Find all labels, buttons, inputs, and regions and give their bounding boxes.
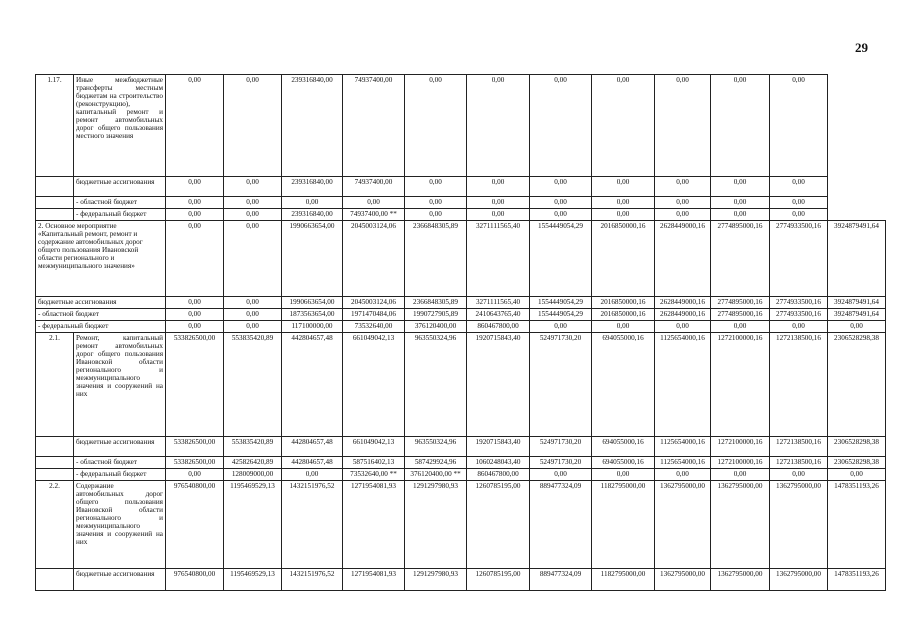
value-cell: 2774933500,16 — [770, 309, 828, 321]
value-cell: 553835420,89 — [224, 437, 282, 457]
value-cell: 661049042,13 — [343, 333, 405, 437]
page-number: 29 — [855, 40, 868, 55]
value-cell: 0,00 — [467, 177, 530, 197]
value-cell: 1125654000,16 — [655, 457, 711, 469]
value-cell: 0,00 — [655, 321, 711, 333]
row-code: 2.2. — [36, 481, 74, 569]
row-code — [36, 177, 74, 197]
value-cell: 2628449000,16 — [655, 221, 711, 297]
value-cell: 1362795000,00 — [770, 481, 828, 569]
value-cell: 661049042,13 — [343, 437, 405, 457]
value-cell: 0,00 — [530, 177, 592, 197]
table-row — [36, 457, 886, 469]
value-cell: 1271954081,93 — [343, 481, 405, 569]
value-cell: 524971730,20 — [530, 457, 592, 469]
value-cell: 1990727905,89 — [405, 309, 467, 321]
value-cell: 1272100000,16 — [711, 457, 770, 469]
value-cell: 694055000,16 — [592, 457, 655, 469]
row-code: 1.17. — [36, 75, 74, 177]
value-cell: 0,00 — [224, 209, 282, 221]
value-cell: 0,00 — [770, 321, 828, 333]
value-cell: 1478351193,26 — [828, 481, 886, 569]
value-cell: 1362795000,00 — [711, 481, 770, 569]
row-label: 2. Основное мероприятие «Капитальный ремонт, ремонт и содержание автомобильных дорог общего пользования Ивановской области регионального и межмуниципального значения» — [36, 221, 166, 297]
value-cell: 0,00 — [592, 209, 655, 221]
row-code — [36, 469, 74, 481]
value-cell: 1362795000,00 — [711, 569, 770, 591]
value-cell: 0,00 — [655, 177, 711, 197]
value-cell: 0,00 — [224, 321, 282, 333]
value-cell: 2774933500,16 — [770, 221, 828, 297]
value-cell: 963550324,96 — [405, 333, 467, 437]
value-cell: 0,00 — [770, 469, 828, 481]
row-label: Иные межбюджетные трансферты местным бюджетам на строительство (реконструкцию), капитальный ремонт и ремонт автомобильных дорог общего пользования местного значения — [74, 75, 166, 177]
value-cell: 3924879491,64 — [828, 221, 886, 297]
value-cell: 2045003124,06 — [343, 297, 405, 309]
value-cell: 239316840,00 — [282, 75, 343, 177]
value-cell: 2628449000,16 — [655, 297, 711, 309]
value-cell: 0,00 — [770, 209, 828, 221]
value-cell: 533826500,00 — [166, 437, 224, 457]
budget-table — [35, 74, 886, 591]
value-cell: 976540800,00 — [166, 481, 224, 569]
value-cell: 1478351193,26 — [828, 569, 886, 591]
value-cell: 1990663654,00 — [282, 221, 343, 297]
value-cell: 2045003124,06 — [343, 221, 405, 297]
value-cell: 0,00 — [711, 321, 770, 333]
value-cell: 0,00 — [224, 221, 282, 297]
value-cell: 3924879491,64 — [828, 297, 886, 309]
value-cell: 524971730,20 — [530, 333, 592, 437]
value-cell: 0,00 — [711, 209, 770, 221]
value-cell: 2410643765,40 — [467, 309, 530, 321]
value-cell: 0,00 — [224, 75, 282, 177]
value-cell: 2016850000,16 — [592, 297, 655, 309]
table-row — [36, 569, 886, 591]
table-row — [36, 197, 886, 209]
value-cell: 1272100000,16 — [711, 333, 770, 437]
value-cell: 524971730,20 — [530, 437, 592, 457]
value-cell: 0,00 — [467, 209, 530, 221]
value-cell: 0,00 — [711, 75, 770, 177]
value-cell: 0,00 — [166, 309, 224, 321]
value-cell: 74937400,00 ** — [343, 209, 405, 221]
value-cell: 2774895000,16 — [711, 221, 770, 297]
value-cell: 0,00 — [282, 469, 343, 481]
value-cell: 0,00 — [655, 197, 711, 209]
value-cell: 1272138500,16 — [770, 437, 828, 457]
value-cell: 425826420,89 — [224, 457, 282, 469]
value-cell: 117100000,00 — [282, 321, 343, 333]
value-cell: 2016850000,16 — [592, 221, 655, 297]
value-cell: 0,00 — [343, 197, 405, 209]
value-cell: 2306528298,38 — [828, 437, 886, 457]
value-cell: 0,00 — [655, 75, 711, 177]
value-cell: 1873563654,00 — [282, 309, 343, 321]
value-cell: 963550324,96 — [405, 437, 467, 457]
value-cell: 442804657,48 — [282, 457, 343, 469]
value-cell: 0,00 — [405, 209, 467, 221]
row-label: бюджетные ассигнования — [36, 297, 166, 309]
table-row — [36, 321, 886, 333]
value-cell: 889477324,09 — [530, 481, 592, 569]
value-cell: 0,00 — [405, 75, 467, 177]
value-cell: 74937400,00 — [343, 75, 405, 177]
row-label: - федеральный бюджет — [74, 469, 166, 481]
value-cell: 1260785195,00 — [467, 569, 530, 591]
value-cell: 0,00 — [405, 197, 467, 209]
row-code — [36, 457, 74, 469]
value-cell: 889477324,09 — [530, 569, 592, 591]
table-row — [36, 309, 886, 321]
value-cell: 1182795000,00 — [592, 481, 655, 569]
value-cell: 1362795000,00 — [655, 481, 711, 569]
value-cell: 0,00 — [166, 221, 224, 297]
value-cell: 128009000,00 — [224, 469, 282, 481]
table-row — [36, 221, 886, 297]
value-cell: 0,00 — [530, 209, 592, 221]
value-cell: 1971470484,06 — [343, 309, 405, 321]
value-cell: 587429924,96 — [405, 457, 467, 469]
value-cell: 0,00 — [224, 309, 282, 321]
value-cell: 0,00 — [224, 197, 282, 209]
value-cell: 694055000,16 — [592, 333, 655, 437]
value-cell: 1272138500,16 — [770, 333, 828, 437]
row-label: бюджетные ассигнования — [74, 177, 166, 197]
value-cell: 0,00 — [530, 469, 592, 481]
value-cell: 0,00 — [282, 197, 343, 209]
value-cell: 1195469529,13 — [224, 481, 282, 569]
row-code — [36, 209, 74, 221]
value-cell: 2016850000,16 — [592, 309, 655, 321]
value-cell: 1125654000,16 — [655, 437, 711, 457]
value-cell: 0,00 — [166, 469, 224, 481]
value-cell: 0,00 — [770, 75, 828, 177]
value-cell: 0,00 — [467, 197, 530, 209]
row-code — [36, 437, 74, 457]
value-cell: 2366848305,89 — [405, 297, 467, 309]
value-cell: 0,00 — [711, 197, 770, 209]
value-cell: 2774933500,16 — [770, 297, 828, 309]
table-row — [36, 437, 886, 457]
value-cell: 1554449054,29 — [530, 309, 592, 321]
value-cell: 694055000,16 — [592, 437, 655, 457]
row-label: бюджетные ассигнования — [74, 437, 166, 457]
table-row — [36, 469, 886, 481]
value-cell: 73532640,00 ** — [343, 469, 405, 481]
value-cell: 0,00 — [592, 177, 655, 197]
value-cell: 0,00 — [770, 177, 828, 197]
row-label: - федеральный бюджет — [74, 209, 166, 221]
value-cell: 0,00 — [592, 197, 655, 209]
table-row — [36, 209, 886, 221]
value-cell: 1990663654,00 — [282, 297, 343, 309]
value-cell: 1362795000,00 — [655, 569, 711, 591]
value-cell: 442804657,48 — [282, 333, 343, 437]
table-row — [36, 333, 886, 437]
value-cell: 1271954081,93 — [343, 569, 405, 591]
value-cell: 2306528298,38 — [828, 457, 886, 469]
row-code: 2.1. — [36, 333, 74, 437]
value-cell: 0,00 — [166, 177, 224, 197]
value-cell: 0,00 — [592, 321, 655, 333]
value-cell: 1432151976,52 — [282, 569, 343, 591]
row-label: бюджетные ассигнования — [74, 569, 166, 591]
value-cell: 860467800,00 — [467, 321, 530, 333]
table-row — [36, 481, 886, 569]
value-cell: 0,00 — [770, 197, 828, 209]
value-cell: 0,00 — [224, 297, 282, 309]
value-cell: 0,00 — [655, 469, 711, 481]
value-cell: 74937400,00 — [343, 177, 405, 197]
value-cell: 2366848305,89 — [405, 221, 467, 297]
value-cell: 1195469529,13 — [224, 569, 282, 591]
value-cell: 0,00 — [828, 469, 886, 481]
value-cell: 0,00 — [592, 75, 655, 177]
value-cell: 442804657,48 — [282, 437, 343, 457]
value-cell: 0,00 — [530, 197, 592, 209]
value-cell: 73532640,00 — [343, 321, 405, 333]
value-cell: 0,00 — [166, 75, 224, 177]
value-cell: 1554449054,29 — [530, 221, 592, 297]
value-cell: 239316840,00 — [282, 177, 343, 197]
row-label: - федеральный бюджет — [36, 321, 166, 333]
value-cell: 0,00 — [166, 209, 224, 221]
value-cell: 3924879491,64 — [828, 309, 886, 321]
value-cell: 3271111565,40 — [467, 221, 530, 297]
value-cell: 0,00 — [166, 321, 224, 333]
value-cell: 860467800,00 — [467, 469, 530, 481]
value-cell: 1182795000,00 — [592, 569, 655, 591]
value-cell: 0,00 — [405, 177, 467, 197]
row-label: - областной бюджет — [74, 457, 166, 469]
value-cell: 2774895000,16 — [711, 309, 770, 321]
value-cell: 1362795000,00 — [770, 569, 828, 591]
row-label: Содержание автомобильных дорог общего пользования Ивановской области регионального и межмуниципального значения и сооружений на них — [74, 481, 166, 569]
value-cell: 1554449054,29 — [530, 297, 592, 309]
row-label: - областной бюджет — [36, 309, 166, 321]
row-code — [36, 197, 74, 209]
value-cell: 533826500,00 — [166, 457, 224, 469]
value-cell: 2306528298,38 — [828, 333, 886, 437]
value-cell: 1920715843,40 — [467, 333, 530, 437]
row-label: - областной бюджет — [74, 197, 166, 209]
value-cell: 376120400,00 ** — [405, 469, 467, 481]
value-cell: 0,00 — [530, 75, 592, 177]
value-cell: 1060248043,40 — [467, 457, 530, 469]
table-row — [36, 177, 886, 197]
value-cell: 376120400,00 — [405, 321, 467, 333]
value-cell: 1272138500,16 — [770, 457, 828, 469]
value-cell: 1260785195,00 — [467, 481, 530, 569]
value-cell: 0,00 — [224, 177, 282, 197]
value-cell: 0,00 — [166, 197, 224, 209]
table-row — [36, 75, 886, 177]
row-code — [36, 569, 74, 591]
value-cell: 0,00 — [655, 209, 711, 221]
value-cell: 1291297980,93 — [405, 569, 467, 591]
value-cell: 587516402,13 — [343, 457, 405, 469]
value-cell: 0,00 — [530, 321, 592, 333]
value-cell: 1125654000,16 — [655, 333, 711, 437]
value-cell: 1920715843,40 — [467, 437, 530, 457]
value-cell: 0,00 — [166, 297, 224, 309]
value-cell: 553835420,89 — [224, 333, 282, 437]
value-cell: 2628449000,16 — [655, 309, 711, 321]
value-cell: 1432151976,52 — [282, 481, 343, 569]
value-cell: 1291297980,93 — [405, 481, 467, 569]
row-label: Ремонт, капитальный ремонт автомобильных дорог общего пользования Ивановской области регионального и межмуниципального значения и сооружений на них — [74, 333, 166, 437]
value-cell: 976540800,00 — [166, 569, 224, 591]
value-cell: 533826500,00 — [166, 333, 224, 437]
value-cell: 0,00 — [828, 321, 886, 333]
value-cell: 0,00 — [711, 469, 770, 481]
value-cell: 0,00 — [711, 177, 770, 197]
table-row — [36, 297, 886, 309]
value-cell: 0,00 — [467, 75, 530, 177]
value-cell: 239316840,00 — [282, 209, 343, 221]
value-cell: 0,00 — [592, 469, 655, 481]
value-cell: 2774895000,16 — [711, 297, 770, 309]
value-cell: 3271111565,40 — [467, 297, 530, 309]
value-cell: 1272100000,16 — [711, 437, 770, 457]
